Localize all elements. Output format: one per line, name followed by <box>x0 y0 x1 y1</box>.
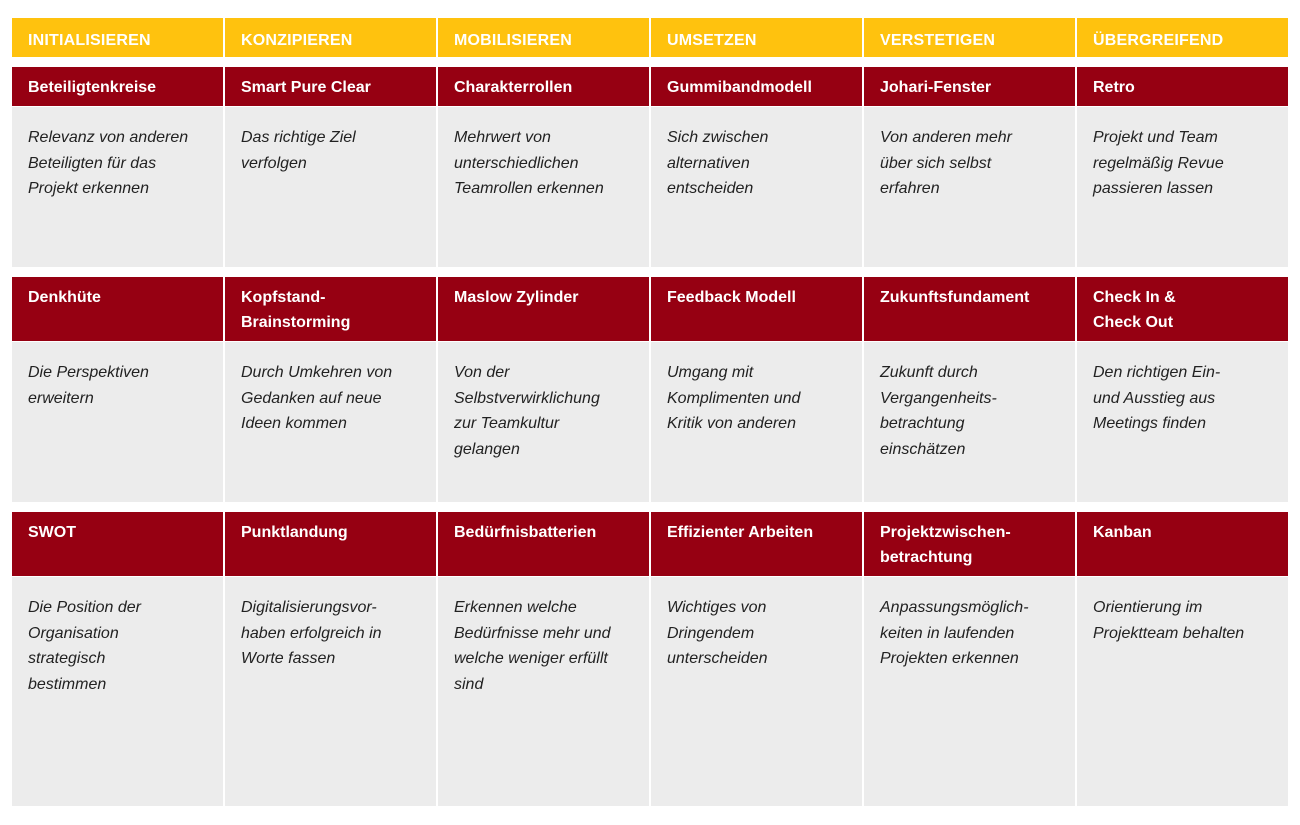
method-title: Check In & Check Out <box>1077 277 1288 341</box>
method-title: Gummibandmodell <box>651 67 862 106</box>
method-title: Feedback Modell <box>651 277 862 341</box>
phase-header-mobilisieren: MOBILISIEREN <box>438 18 649 57</box>
method-description: Orientierung im Projektteam behalten <box>1077 577 1288 806</box>
method-title: Johari-Fenster <box>864 67 1075 106</box>
method-description: Digitalisierungsvor- haben erfolgreich in Worte fassen <box>225 577 436 806</box>
method-description: Die Perspektiven erweitern <box>12 342 223 502</box>
method-title: Retro <box>1077 67 1288 106</box>
method-description: Wichtiges von Dringendem unterscheiden <box>651 577 862 806</box>
method-title: Smart Pure Clear <box>225 67 436 106</box>
method-description: Durch Umkehren von Gedanken auf neue Ideen kommen <box>225 342 436 502</box>
method-title: SWOT <box>12 512 223 576</box>
method-title: Maslow Zylinder <box>438 277 649 341</box>
method-description: Sich zwischen alternativen entscheiden <box>651 107 862 267</box>
method-title: Kanban <box>1077 512 1288 576</box>
phase-header-initialisieren: INITIALISIEREN <box>12 18 223 57</box>
method-title: Bedürfnisbatterien <box>438 512 649 576</box>
method-description: Von der Selbstverwirklichung zur Teamkultur gelangen <box>438 342 649 502</box>
phase-header-verstetigen: VERSTETIGEN <box>864 18 1075 57</box>
method-description: Anpassungsmöglich- keiten in laufenden Projekten erkennen <box>864 577 1075 806</box>
method-title: Denkhüte <box>12 277 223 341</box>
method-title: Charakterrollen <box>438 67 649 106</box>
method-description: Projekt und Team regelmäßig Revue passieren lassen <box>1077 107 1288 267</box>
method-title: Projektzwischen- betrachtung <box>864 512 1075 576</box>
method-description: Erkennen welche Bedürfnisse mehr und welche weniger erfüllt sind <box>438 577 649 806</box>
phase-header-umsetzen: UMSETZEN <box>651 18 862 57</box>
method-description: Zukunft durch Vergangenheits- betrachtung einschätzen <box>864 342 1075 502</box>
method-description: Umgang mit Komplimenten und Kritik von anderen <box>651 342 862 502</box>
method-description: Das richtige Ziel verfolgen <box>225 107 436 267</box>
method-description: Relevanz von anderen Beteiligten für das Projekt erkennen <box>12 107 223 267</box>
method-title: Effizienter Arbeiten <box>651 512 862 576</box>
method-description: Von anderen mehr über sich selbst erfahren <box>864 107 1075 267</box>
method-title: Zukunftsfundament <box>864 277 1075 341</box>
phase-header-konzipieren: KONZIPIEREN <box>225 18 436 57</box>
method-description: Mehrwert von unterschiedlichen Teamrollen erkennen <box>438 107 649 267</box>
method-title: Beteiligtenkreise <box>12 67 223 106</box>
method-title: Punktlandung <box>225 512 436 576</box>
method-description: Die Position der Organisation strategisch bestimmen <box>12 577 223 806</box>
phase-header-uebergreifend: ÜBERGREIFEND <box>1077 18 1288 57</box>
method-title: Kopfstand- Brainstorming <box>225 277 436 341</box>
method-description: Den richtigen Ein- und Ausstieg aus Meetings finden <box>1077 342 1288 502</box>
